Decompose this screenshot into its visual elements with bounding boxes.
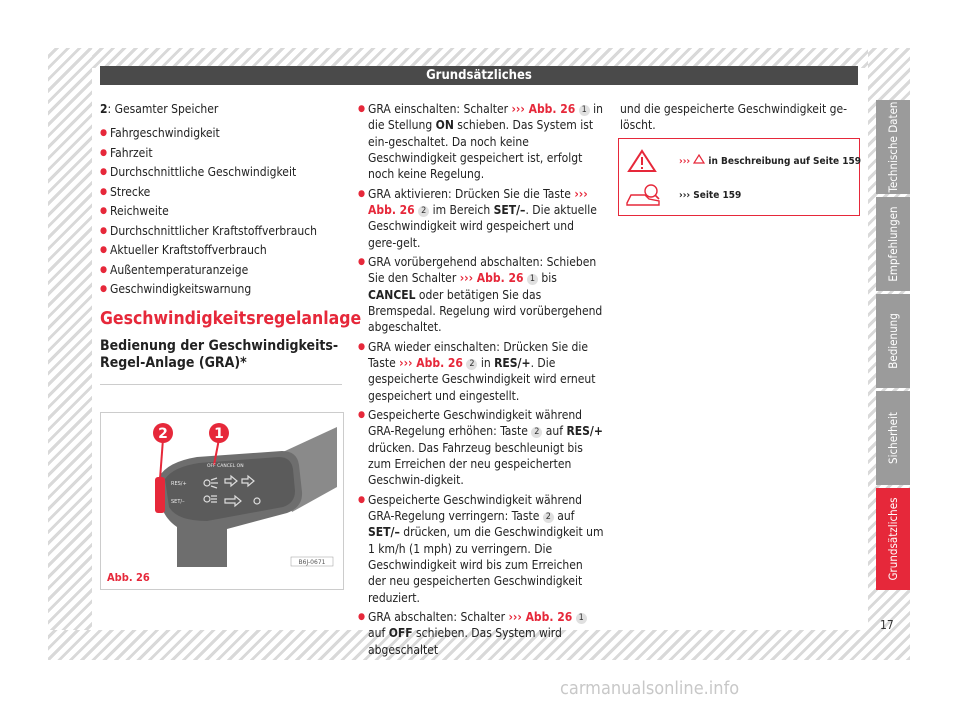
divider	[100, 384, 342, 385]
figure-link[interactable]: ››› Abb. 26	[508, 610, 573, 625]
switch-label: OFF CANCEL ON	[207, 464, 244, 469]
figure-link[interactable]: ››› Abb. 26	[368, 186, 588, 217]
figure-box	[100, 412, 344, 590]
cruise-control-lever-illustration	[107, 417, 337, 567]
step-activate: ● GRA aktivieren: Drücken Sie die Taste ››› Abb. 26 2 im Bereich SET/–. Die aktuelle Geschwindigkeit wird gespeichert und gere-gelt.	[358, 186, 604, 251]
list-item: ● Fahrgeschwindigkeit	[100, 125, 342, 141]
info-list	[100, 125, 342, 297]
note-reference[interactable]: ››› Seite 159	[679, 190, 742, 201]
right-column	[620, 101, 858, 137]
step-temp-off: ● GRA vorübergehend abschalten: Schieben Sie den Schalter ››› Abb. 26 1 bis CANCEL oder betätigen Sie das Bremspedal. Regelung wird vorübergehend abgeschaltet.	[358, 254, 604, 335]
tab-empfehlungen[interactable]: Empfehlungen	[876, 197, 910, 291]
step-switch-off: ● GRA abschalten: Schalter ››› Abb. 26 1 auf OFF schieben. Das System wird abgeschaltet	[358, 609, 604, 658]
page-number: 17	[880, 618, 894, 632]
intro-line: 2: Gesamter Speicher	[100, 102, 219, 116]
callout-2-label: 2	[158, 426, 168, 442]
tab-sicherheit[interactable]: Sicherheit	[876, 391, 910, 485]
subsection-heading: Bedienung der Geschwindigkeits- Regel-Anlage (GRA)*	[100, 337, 339, 371]
list-item: ● Außentemperaturanzeige	[100, 262, 342, 278]
step-increase: ● Gespeicherte Geschwindigkeit während GRA-Regelung erhöhen: Taste 2 auf RES/+ drücken. Das Fahrzeug beschleunigt bis zum Erreichen der neu gespeicherten Geschwin-digkeit.	[358, 407, 604, 488]
middle-column	[358, 101, 604, 661]
step-resume: ● GRA wieder einschalten: Drücken Sie die Taste ››› Abb. 26 2 in RES/+. Die gespeicherte Geschwindigkeit wird erneut gespeichert und eingestellt.	[358, 339, 604, 404]
warning-triangle-icon	[627, 149, 657, 173]
figure-code: B6J-0671	[298, 559, 326, 566]
page-header: Grundsätzliches	[100, 66, 858, 85]
list-item: ● Fahrzeit	[100, 145, 342, 161]
continuation-text: und die gespeicherte Geschwindigkeit ge-löscht.	[620, 102, 848, 133]
set-label: SET/–	[171, 499, 185, 505]
list-item: ● Strecke	[100, 184, 342, 200]
list-item: ● Reichweite	[100, 203, 342, 219]
step-decrease: ● Gespeicherte Geschwindigkeit während GRA-Regelung verringern: Taste 2 auf SET/– drücken, um die Geschwindigkeit um 1 km/h (1 mph) zu verringern. Die Geschwindigkeit wird bis zum Erreichen der neu gespeicherten Geschwindigkeit reduziert.	[358, 492, 604, 606]
list-item: ● Geschwindigkeitswarnung	[100, 281, 342, 297]
tab-grundsaetzliches[interactable]: Grundsätzliches	[876, 488, 910, 590]
warning-box	[618, 138, 860, 216]
car-note-icon	[625, 183, 661, 207]
section-heading: Geschwindigkeitsregelanlage	[100, 309, 362, 330]
step-switch-on: ● GRA einschalten: Schalter ››› Abb. 26 1 in die Stellung ON schieben. Das System ist ein-geschaltet. Da noch keine Geschwindigkeit gespeichert ist, erfolgt noch keine Regelung.	[358, 101, 604, 182]
slider-button-red	[155, 477, 165, 513]
left-column	[100, 101, 362, 385]
res-label: RES/+	[171, 481, 187, 487]
lever-drawing	[107, 417, 337, 567]
figure-link[interactable]: ››› Abb. 26	[399, 356, 463, 371]
figure-link[interactable]: ››› Abb. 26	[511, 102, 576, 116]
page-border-left	[48, 48, 92, 660]
list-item: ● Durchschnittliche Geschwindigkeit	[100, 164, 342, 180]
tab-technische-daten[interactable]: Technische Daten	[876, 100, 910, 194]
watermark: carmanualsonline.info	[560, 678, 740, 699]
warning-reference[interactable]: ››› in Beschreibung auf Seite 159	[679, 156, 862, 167]
tab-bedienung[interactable]: Bedienung	[876, 294, 910, 388]
list-item: ● Aktueller Kraftstoffverbrauch	[100, 242, 342, 258]
list-item: ● Durchschnittlicher Kraftstoffverbrauch	[100, 223, 342, 239]
steps-list	[358, 101, 604, 658]
page-border-top	[48, 48, 910, 68]
small-warning-icon	[693, 154, 705, 164]
callout-1-label: 1	[214, 426, 224, 442]
figure-caption: Abb. 26	[107, 571, 150, 584]
figure-link[interactable]: ››› Abb. 26	[459, 271, 524, 286]
